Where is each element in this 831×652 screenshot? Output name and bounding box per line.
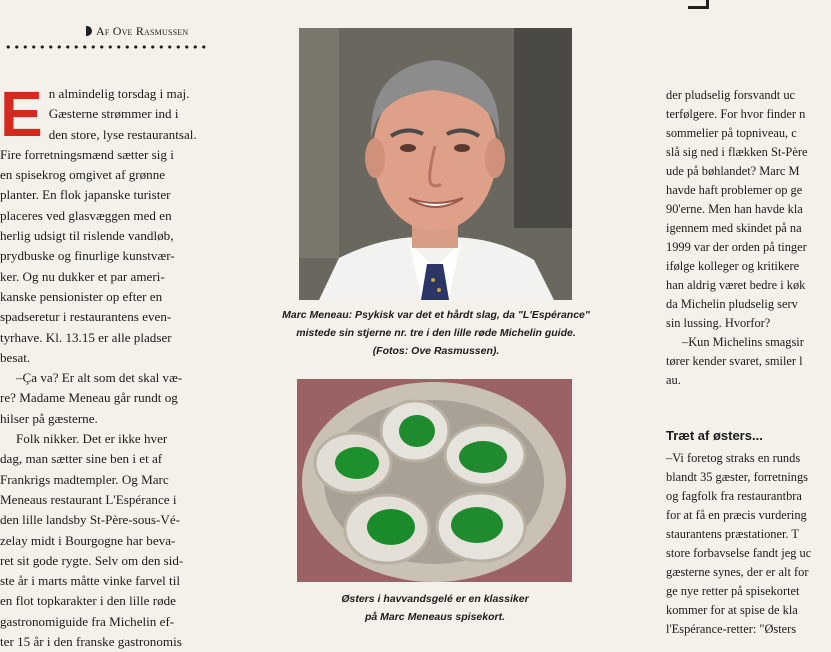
col1-line: ste år i marts måtte vinke farvel til (0, 573, 180, 589)
oysters-caption (300, 590, 570, 626)
col1-line: tyrhave. Kl. 13.15 er alle pladser (0, 329, 172, 345)
col1-line: hilser på gæsterne. (0, 410, 98, 426)
col1-line: placeres ved glasvæggen med en (0, 207, 172, 223)
dotted-rule (4, 44, 208, 50)
col1-line: ker. Og nu dukker et par ameri- (0, 268, 165, 284)
col1-line: Frankrigs madtempler. Og Marc (0, 471, 169, 487)
col1-line: kanske pensionister op efter en (0, 288, 163, 304)
col3-line: –Kun Michelins smagsir (682, 335, 804, 349)
col1-line: Folk nikker. Det er ikke hver (16, 431, 168, 447)
col1-line: dag, man sætter sine ben i et af (0, 451, 163, 467)
col1-line: ret sit gode rygte. Selv om den sid- (0, 552, 184, 568)
col1-line: –Ça va? Er alt som det skal væ- (16, 370, 183, 386)
col3-line: au. (666, 373, 681, 387)
col1-line: ter 15 år i den franske gastronomis (0, 634, 182, 650)
col1-line: besat. (0, 349, 31, 365)
col1-line: den store, lyse restaurantsal. (48, 126, 197, 142)
col1-line: planter. En flok japanske turister (0, 187, 171, 203)
col3-line: blandt 35 gæster, forretnings (666, 470, 808, 484)
col3-line: terfølgere. For hvor finder n (666, 107, 806, 121)
col1-line: zelay midt i Bourgogne har beva- (0, 532, 176, 548)
col3-line: og fagfolk fra restaurantbra (666, 489, 802, 503)
col1-line: den lille landsby St-Père-sous-Vé- (0, 512, 181, 528)
article-column-3-continued (666, 449, 831, 639)
col1-line: re? Madame Meneau går rundt og (0, 390, 178, 406)
col3-line: sin lussing. Hvorfor? (666, 316, 771, 330)
col3-line: han aldrig været bedre i køk (666, 278, 806, 292)
oysters-caption-line: på Marc Meneaus spisekort. (364, 611, 506, 623)
oysters-photo (297, 379, 572, 582)
portrait-caption-line: mistede sin stjerne nr. tre i den lille røde Michelin guide. (296, 327, 576, 339)
portrait-caption (258, 306, 614, 360)
article-column-1 (0, 78, 206, 652)
col1-line: prydbuske og finurlige kunstvær- (0, 248, 175, 264)
col3-line: der pludselig forsvandt uc (666, 88, 796, 102)
col3-line: for at få en præcis vurdering (666, 508, 807, 522)
portrait-caption-line: Marc Meneau: Psykisk var det et hårdt slag, da "L'Espérance" (282, 309, 590, 321)
col1-line: spadseretur i restaurantens even- (0, 309, 172, 325)
oysters-illustration (297, 379, 572, 582)
col3-line: slå sig ned i flækken St-Père (666, 145, 808, 159)
page-corner-mark (688, 0, 709, 9)
col3-line: ifølge kolleger og kritikere (666, 259, 800, 273)
col3-line: 1999 var der orden på tinger (666, 240, 807, 254)
col1-line: gastronomiguide fra Michelin ef- (0, 613, 175, 629)
col3-line: havde haft problemer op ge (666, 183, 803, 197)
col1-line: Meneaus restaurant L'Espérance i (0, 491, 177, 507)
col1-line: Gæsterne strømmer ind i (48, 106, 179, 122)
col3-line: ude på bøhlandet? Marc M (666, 164, 800, 178)
portrait-photo (299, 28, 572, 300)
col1-line: en spisekrog omgivet af grønne (0, 167, 166, 183)
byline-bullet-icon (86, 26, 92, 36)
col3-line: igennem med skindet på na (666, 221, 802, 235)
col3-line: store forbavselse fandt jeg uc (666, 546, 812, 560)
col1-line: Fire forretningsmænd sætter sig i (0, 146, 174, 162)
col3-line: da Michelin pludselig serv (666, 297, 798, 311)
byline-text: Af Ove Rasmussen (96, 24, 189, 38)
col3-line: l'Espérance-retter: "Østers (666, 622, 797, 636)
col1-line: herlig udsigt til rislende vandløb, (0, 228, 174, 244)
byline (86, 24, 188, 39)
col3-line: 90'erne. Men han havde kla (666, 202, 803, 216)
portrait-illustration (299, 28, 572, 300)
col3-line: tører kender svaret, smiler l (666, 354, 803, 368)
drop-cap: E (0, 78, 43, 150)
article-column-3 (666, 86, 831, 390)
col1-line: en flot topkarakter i den lille røde (0, 593, 176, 609)
col3-line: kommer for at spise de kla (666, 603, 798, 617)
col3-line: gæsterne synes, der er alt for (666, 565, 809, 579)
col3-line: –Vi foretog straks en runds (666, 451, 801, 465)
col1-line: n almindelig torsdag i maj. (48, 86, 190, 101)
col3-line: ge nye retter på spisekortet (666, 584, 800, 598)
portrait-caption-credit: (Fotos: Ove Rasmussen). (372, 345, 500, 357)
oysters-caption-line: Østers i havvandsgelé er en klassiker (341, 593, 529, 605)
col3-line: staurantens præstationer. T (666, 527, 799, 541)
col3-line: sommelier på topniveau, c (666, 126, 797, 140)
section-subhead: Træt af østers... (666, 428, 763, 443)
